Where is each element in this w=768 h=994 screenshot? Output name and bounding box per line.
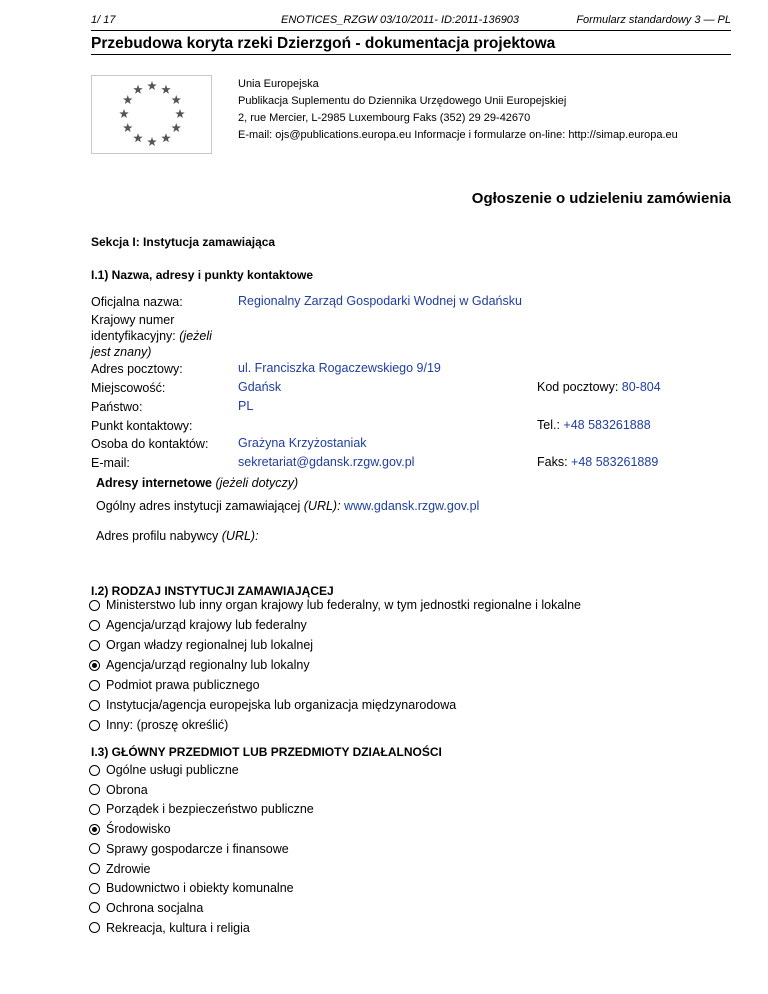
section-heading: Sekcja I: Instytucja zamawiająca	[91, 235, 276, 249]
main-activity-option[interactable]	[89, 901, 203, 915]
publisher-info	[238, 76, 678, 144]
email-value: sekretariat@gdansk.rzgw.gov.pl	[238, 455, 415, 469]
main-activity-option-label: Obrona	[106, 782, 148, 797]
header-rule	[91, 30, 731, 31]
main-activity-option-label: Budownictwo i obiekty komunalne	[106, 881, 294, 896]
buyer-profile-note: (URL):	[221, 529, 259, 543]
main-activity-option-label: Sprawy gospodarcze i finansowe	[106, 841, 289, 856]
authority-type-option[interactable]	[89, 698, 456, 712]
radio-checked-icon[interactable]	[89, 660, 100, 671]
radio-unchecked-icon[interactable]	[89, 600, 100, 611]
radio-checked-icon[interactable]	[89, 824, 100, 835]
town-value: Gdańsk	[238, 380, 282, 394]
radio-unchecked-icon[interactable]	[89, 765, 100, 776]
main-activity-option[interactable]	[89, 783, 148, 797]
main-activity-option-label: Zdrowie	[106, 861, 151, 876]
national-id-label	[91, 312, 221, 360]
main-activity-option-label: Środowisko	[106, 822, 171, 837]
star-icon	[171, 123, 181, 132]
radio-unchecked-icon[interactable]	[89, 640, 100, 651]
main-activity-option-label: Ochrona socjalna	[106, 900, 204, 915]
publisher-line: 2, rue Mercier, L-2985 Luxembourg Faks (352) 29 29-42670	[238, 112, 531, 124]
authority-type-option[interactable]	[89, 598, 581, 612]
star-icon	[133, 85, 143, 94]
fax	[537, 455, 658, 469]
page-title: Przebudowa koryta rzeki Dzierzgoń - dokumentacja projektowa	[91, 35, 556, 52]
authority-type-option-label: Organ władzy regionalnej lub lokalnej	[106, 638, 314, 652]
authority-type-option-label: Ministerstwo lub inny organ krajowy lub federalny, w tym jednostki regionalne i lokalne	[106, 598, 581, 612]
radio-unchecked-icon[interactable]	[89, 700, 100, 711]
radio-unchecked-icon[interactable]	[89, 883, 100, 894]
star-icon	[175, 109, 185, 118]
buyer-profile-label: Adres profilu nabywcy	[96, 529, 219, 543]
publisher-line: E-mail: ojs@publications.europa.eu Informacje i formularze on-line: http://simap.europa.eu	[238, 129, 678, 141]
tel-label: Tel.:	[537, 418, 560, 432]
postal-value: ul. Franciszka Rogaczewskiego 9/19	[238, 361, 441, 375]
radio-unchecked-icon[interactable]	[89, 843, 100, 854]
authority-type-option[interactable]	[89, 638, 313, 652]
main-activity-option[interactable]	[89, 881, 294, 895]
page-header	[91, 14, 731, 28]
general-url-row	[96, 499, 479, 513]
star-icon	[147, 137, 157, 146]
telephone	[537, 418, 651, 432]
star-icon	[171, 95, 181, 104]
main-activity-heading: I.3) GŁÓWNY PRZEDMIOT LUB PRZEDMIOTY DZIAŁALNOŚCI	[91, 745, 442, 759]
tel-value: +48 583261888	[563, 418, 651, 432]
contact-point-label: Punkt kontaktowy:	[91, 419, 193, 433]
star-icon	[147, 81, 157, 90]
form-name: Formularz standardowy 3 — PL	[576, 14, 731, 26]
person-label: Osoba do kontaktów:	[91, 437, 209, 451]
main-activity-option-label: Ogólne usługi publiczne	[106, 763, 239, 777]
country-label: Państwo:	[91, 400, 143, 414]
general-url-link[interactable]: www.gdansk.rzgw.gov.pl	[344, 499, 480, 513]
publisher-line: Unia Europejska	[238, 78, 319, 90]
internet-heading-text: Adresy internetowe	[96, 476, 213, 490]
url-note: (URL):	[303, 499, 341, 513]
eu-flag-logo	[91, 75, 212, 154]
authority-type-option[interactable]	[89, 618, 307, 632]
star-icon	[161, 85, 171, 94]
internet-note: (jeżeli dotyczy)	[215, 476, 299, 490]
email-label: E-mail:	[91, 456, 130, 470]
main-activity-option[interactable]	[89, 802, 314, 816]
official-name-label: Oficjalna nazwa:	[91, 295, 183, 309]
notice-title: Ogłoszenie o udzieleniu zamówienia	[471, 190, 731, 207]
authority-type-option-label: Agencja/urząd regionalny lub lokalny	[106, 658, 310, 672]
authority-type-option[interactable]	[89, 718, 228, 732]
postal-label: Adres pocztowy:	[91, 362, 183, 376]
radio-unchecked-icon[interactable]	[89, 620, 100, 631]
star-icon	[119, 109, 129, 118]
authority-type-option[interactable]	[89, 658, 310, 672]
radio-unchecked-icon[interactable]	[89, 863, 100, 874]
main-activity-option-label: Porządek i bezpieczeństwo publiczne	[106, 802, 314, 817]
fax-value: +48 583261889	[571, 455, 659, 469]
authority-type-heading: I.2) RODZAJ INSTYTUCJI ZAMAWIAJĄCEJ	[91, 584, 334, 598]
radio-unchecked-icon[interactable]	[89, 804, 100, 815]
buyer-profile-row	[96, 529, 259, 543]
eu-stars-icon	[92, 76, 211, 153]
general-url-label: Ogólny adres instytucji zamawiającej	[96, 499, 301, 513]
authority-type-option-label: Podmiot prawa publicznego	[106, 678, 260, 692]
radio-unchecked-icon[interactable]	[89, 922, 100, 933]
postcode-value: 80-804	[621, 380, 661, 394]
document-id: ENOTICES_RZGW 03/10/2011- ID:2011-136903	[281, 14, 520, 26]
radio-unchecked-icon[interactable]	[89, 902, 100, 913]
radio-unchecked-icon[interactable]	[89, 784, 100, 795]
publisher-line: Publikacja Suplementu do Dziennika Urzędowego Unii Europejskiej	[238, 95, 567, 107]
postcode	[537, 380, 661, 394]
person-value: Grażyna Krzyżostaniak	[238, 436, 367, 450]
radio-unchecked-icon[interactable]	[89, 720, 100, 731]
star-icon	[123, 95, 133, 104]
subsection-heading: I.1) Nazwa, adresy i punkty kontaktowe	[91, 268, 314, 282]
fax-label: Faks:	[537, 455, 568, 469]
authority-type-option-label: Instytucja/agencja europejska lub organizacja międzynarodowa	[106, 698, 457, 712]
postcode-label: Kod pocztowy:	[537, 380, 619, 394]
town-label: Miejscowość:	[91, 381, 166, 395]
star-icon	[123, 123, 133, 132]
main-activity-option[interactable]	[89, 822, 171, 836]
internet-addresses-heading	[96, 476, 298, 490]
national-id-note: (jeżeli jest znany)	[91, 329, 212, 359]
main-activity-option-label: Rekreacja, kultura i religia	[106, 920, 250, 935]
authority-type-option-label: Agencja/urząd krajowy lub federalny	[106, 618, 307, 632]
authority-type-option[interactable]	[89, 678, 260, 692]
official-name-value: Regionalny Zarząd Gospodarki Wodnej w Gdańsku	[238, 294, 522, 308]
radio-unchecked-icon[interactable]	[89, 680, 100, 691]
national-id-label-text: Krajowy numer identyfikacyjny:	[91, 313, 176, 343]
star-icon	[133, 133, 143, 142]
star-icon	[161, 133, 171, 142]
country-value: PL	[238, 399, 254, 413]
page-number: 1/ 17	[91, 14, 116, 26]
main-activity-option[interactable]	[89, 862, 150, 876]
main-activity-option[interactable]	[89, 921, 250, 935]
authority-type-option-label: Inny: (proszę określić)	[106, 718, 229, 732]
main-activity-option[interactable]	[89, 763, 239, 777]
main-activity-option[interactable]	[89, 842, 289, 856]
title-rule	[91, 54, 731, 55]
